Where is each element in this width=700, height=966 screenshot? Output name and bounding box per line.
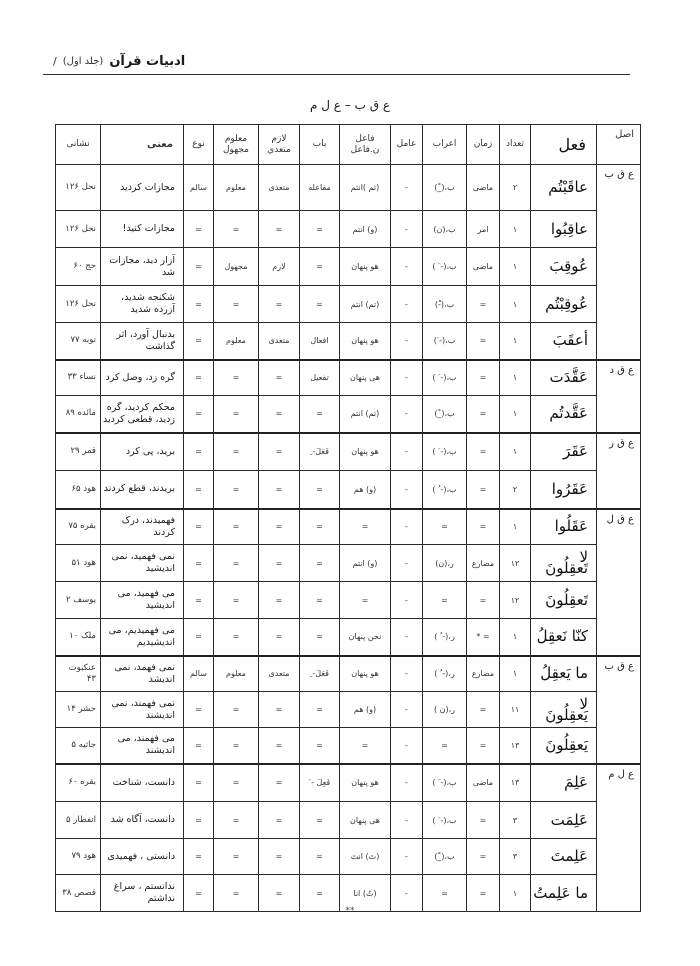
subject-cell: هو پنهان xyxy=(340,323,391,360)
transitivity-cell: = xyxy=(259,286,300,323)
voice-cell: معلوم xyxy=(214,165,259,211)
reference-cell: توبه ۷۷ xyxy=(56,323,101,360)
type-cell: = xyxy=(184,509,214,545)
amil-cell: - xyxy=(391,875,423,912)
table-row xyxy=(56,360,641,396)
tense-cell: = xyxy=(467,692,500,728)
voice-cell: = xyxy=(214,471,259,509)
reference-cell: یوسف ۲ xyxy=(56,582,101,619)
irab-cell: = xyxy=(423,582,467,619)
reference-cell: قصص ۳۸ xyxy=(56,875,101,912)
count-cell: ۱۱ xyxy=(500,692,531,728)
tense-cell: = xyxy=(467,286,500,323)
meaning-cell: بریدند، قطع کردند xyxy=(101,471,184,509)
voice-cell: = xyxy=(214,545,259,582)
verb-cell: عُوقِبَ xyxy=(531,248,597,286)
subject-cell: (تم) انتم xyxy=(340,286,391,323)
verb-cell: عَقَلُوا xyxy=(531,509,597,545)
reference-cell: هود ۵۱ xyxy=(56,545,101,582)
subject-cell: (و) انتم xyxy=(340,545,391,582)
tense-cell: = xyxy=(467,471,500,509)
meaning-cell: نمی فهمد، نمی اندیشد xyxy=(101,656,184,692)
header-separator: / xyxy=(53,54,57,68)
irab-cell: = xyxy=(423,728,467,764)
verb-cell: عاقَبْتُم xyxy=(531,165,597,211)
meaning-cell: مجازات کنید! xyxy=(101,211,184,248)
meaning-cell: می فهمند، می اندیشند xyxy=(101,728,184,764)
subject-cell: نحن پنهان xyxy=(340,619,391,656)
table-row xyxy=(56,323,641,360)
verb-cell: عَلِمَ xyxy=(531,764,597,802)
col-header-verb: فعل xyxy=(531,125,597,165)
bab-cell: فَعَلَ- ِ xyxy=(300,656,340,692)
transitivity-cell: = xyxy=(259,728,300,764)
reference-cell: نحل ۱۲۶ xyxy=(56,165,101,211)
subject-cell: هو پنهان xyxy=(340,656,391,692)
tense-cell: = xyxy=(467,728,500,764)
count-cell: ۳ xyxy=(500,802,531,839)
subject-cell: = xyxy=(340,509,391,545)
amil-cell: - xyxy=(391,656,423,692)
irab-cell: ب،(- َ ) xyxy=(423,248,467,286)
meaning-cell: نمی فهمید، نمی اندیشید xyxy=(101,545,184,582)
type-cell: = xyxy=(184,286,214,323)
voice-cell: = xyxy=(214,839,259,875)
reference-cell: حج ۶۰ xyxy=(56,248,101,286)
header-rule xyxy=(43,74,630,75)
meaning-cell: می فهمیدیم، می اندیشیدیم xyxy=(101,619,184,656)
table-row xyxy=(56,165,641,211)
col-header-root: اصل xyxy=(597,125,641,165)
table-row xyxy=(56,286,641,323)
verb-cell: عَلِمتَ xyxy=(531,839,597,875)
verb-cell: عَقَرَ xyxy=(531,433,597,471)
count-cell: ۱ xyxy=(500,360,531,396)
tense-cell: ماضی xyxy=(467,248,500,286)
bab-cell: = xyxy=(300,839,340,875)
amil-cell: - xyxy=(391,619,423,656)
bab-cell: = xyxy=(300,582,340,619)
irab-cell: ر،(ن) xyxy=(423,545,467,582)
bab-cell: = xyxy=(300,728,340,764)
type-cell: = xyxy=(184,360,214,396)
bab-cell: = xyxy=(300,248,340,286)
count-cell: ۱۲ xyxy=(500,582,531,619)
bab-cell: = xyxy=(300,802,340,839)
reference-cell: نساء ۳۳ xyxy=(56,360,101,396)
table-row xyxy=(56,692,641,728)
count-cell: ۱ xyxy=(500,656,531,692)
tense-cell: مضارع xyxy=(467,545,500,582)
tense-cell: امر xyxy=(467,211,500,248)
table-row xyxy=(56,211,641,248)
count-cell: ۱۳ xyxy=(500,728,531,764)
irab-cell: = xyxy=(423,875,467,912)
bab-cell: = xyxy=(300,211,340,248)
bab-cell: = xyxy=(300,471,340,509)
subject-cell: = xyxy=(340,582,391,619)
amil-cell: - xyxy=(391,764,423,802)
tense-cell: = xyxy=(467,396,500,433)
meaning-cell: برید، پی کرد xyxy=(101,433,184,471)
reference-cell: بقره ۶۰ xyxy=(56,764,101,802)
count-cell: ۱ xyxy=(500,286,531,323)
reference-cell: مائده ۸۹ xyxy=(56,396,101,433)
bab-cell: = xyxy=(300,619,340,656)
reference-cell: قمر ۲۹ xyxy=(56,433,101,471)
table-row xyxy=(56,656,641,692)
meaning-cell: دانستی ، فهمیدی xyxy=(101,839,184,875)
voice-cell: = xyxy=(214,764,259,802)
type-cell: = xyxy=(184,545,214,582)
subject-cell: هو پنهان xyxy=(340,248,391,286)
meaning-cell: فهمیدند، درک کردند xyxy=(101,509,184,545)
subject-cell: (و) انتم xyxy=(340,211,391,248)
root-cell: ع ل م xyxy=(597,764,641,912)
verb-cell: ما يَعقِلُ xyxy=(531,656,597,692)
irab-cell: ب،(- َ ) xyxy=(423,433,467,471)
tense-cell: = xyxy=(467,802,500,839)
reference-cell: انفطار ۵ xyxy=(56,802,101,839)
irab-cell: ب،(- َ ) xyxy=(423,360,467,396)
transitivity-cell: متعدی xyxy=(259,656,300,692)
transitivity-cell: = xyxy=(259,509,300,545)
irab-cell: ب،(_ْ) xyxy=(423,396,467,433)
verb-cell: عَقَرُوا xyxy=(531,471,597,509)
type-cell: سالم xyxy=(184,165,214,211)
col-header-subject: فاعل ن.فاعل xyxy=(340,125,391,165)
root-cell: ع ق د xyxy=(597,360,641,433)
verb-cell: أعقَبَ xyxy=(531,323,597,360)
table-title: ع ق ب – ع ل م xyxy=(310,98,390,112)
tense-cell: = xyxy=(467,582,500,619)
table-row xyxy=(56,545,641,582)
count-cell: ۱ xyxy=(500,433,531,471)
subject-cell: هی پنهان xyxy=(340,360,391,396)
reference-cell: نحل ۱۲۶ xyxy=(56,211,101,248)
subject-cell: (تم )انتم xyxy=(340,165,391,211)
voice-cell: معلوم xyxy=(214,656,259,692)
irab-cell: ب،(- َ ) xyxy=(423,802,467,839)
verb-cell: ما عَلِمتُ xyxy=(531,875,597,912)
meaning-cell: نمی فهمند، نمی اندیشند xyxy=(101,692,184,728)
tense-cell: ماضی xyxy=(467,165,500,211)
meaning-cell: محکم کردید، گره زدید، قطعی کردید xyxy=(101,396,184,433)
irab-cell: ب،(ن) xyxy=(423,211,467,248)
voice-cell: = xyxy=(214,360,259,396)
bab-cell: = xyxy=(300,875,340,912)
irab-cell: = xyxy=(423,509,467,545)
meaning-cell: می فهمید، می اندیشید xyxy=(101,582,184,619)
root-cell: ع ق ر xyxy=(597,433,641,509)
voice-cell: = xyxy=(214,286,259,323)
count-cell: ۱۲ xyxy=(500,545,531,582)
voice-cell: = xyxy=(214,802,259,839)
bab-cell: فَعِلَ - َ xyxy=(300,764,340,802)
type-cell: سالم xyxy=(184,656,214,692)
amil-cell: - xyxy=(391,323,423,360)
count-cell: ۱ xyxy=(500,619,531,656)
tense-cell: = xyxy=(467,323,500,360)
count-cell: ۱ xyxy=(500,396,531,433)
meaning-cell: دانست، شناخت xyxy=(101,764,184,802)
count-cell: ۱ xyxy=(500,509,531,545)
reference-cell: جاثیه ۵ xyxy=(56,728,101,764)
subject-cell: (تَ) انتَ xyxy=(340,839,391,875)
count-cell: ۱ xyxy=(500,875,531,912)
voice-cell: = xyxy=(214,875,259,912)
transitivity-cell: = xyxy=(259,582,300,619)
reference-cell: بقره ۷۵ xyxy=(56,509,101,545)
col-header-type: نوع xyxy=(184,125,214,165)
type-cell: = xyxy=(184,764,214,802)
count-cell: ۳ xyxy=(500,839,531,875)
book-title: ادبیات قرآن xyxy=(109,53,186,69)
meaning-cell: مجازات کردید xyxy=(101,165,184,211)
bab-cell: = xyxy=(300,509,340,545)
verb-cell: تَعقِلُونَ xyxy=(531,582,597,619)
reference-cell: هود ۶۵ xyxy=(56,471,101,509)
transitivity-cell: = xyxy=(259,545,300,582)
col-header-bab: باب xyxy=(300,125,340,165)
col-header-amil: عامل xyxy=(391,125,423,165)
transitivity-cell: لازم xyxy=(259,248,300,286)
bab-cell: = xyxy=(300,396,340,433)
table-row xyxy=(56,433,641,471)
col-header-reference: نشانی xyxy=(56,125,101,165)
meaning-cell: شکنجه شدید، آزرده شدید xyxy=(101,286,184,323)
table-row xyxy=(56,802,641,839)
bab-cell: = xyxy=(300,692,340,728)
transitivity-cell: = xyxy=(259,692,300,728)
bab-cell: افعال xyxy=(300,323,340,360)
meaning-cell: دانست، آگاه شد xyxy=(101,802,184,839)
amil-cell: - xyxy=(391,433,423,471)
bab-cell: = xyxy=(300,286,340,323)
irab-cell: ب،(- ُ ) xyxy=(423,471,467,509)
subject-cell: (تُ) انا xyxy=(340,875,391,912)
table-row xyxy=(56,471,641,509)
verb-cell: عاقِبُوا xyxy=(531,211,597,248)
type-cell: = xyxy=(184,582,214,619)
root-cell: ع ق ب xyxy=(597,165,641,360)
transitivity-cell: = xyxy=(259,471,300,509)
amil-cell: - xyxy=(391,211,423,248)
col-header-irab: اعراب xyxy=(423,125,467,165)
irab-cell: ر،(- ُ ) xyxy=(423,619,467,656)
subject-cell: هو پنهان xyxy=(340,433,391,471)
subject-cell: (و) هم xyxy=(340,471,391,509)
count-cell: ۲ xyxy=(500,165,531,211)
irab-cell: ب،(- َ ) xyxy=(423,764,467,802)
volume-label: (جلد اول) xyxy=(62,55,104,67)
reference-cell: عنکبوت ۴۳ xyxy=(56,656,101,692)
type-cell: = xyxy=(184,248,214,286)
transitivity-cell: = xyxy=(259,802,300,839)
reference-cell: هود ۷۹ xyxy=(56,839,101,875)
subject-cell: (تم) انتم xyxy=(340,396,391,433)
verb-cell: عُوقِبْتُم xyxy=(531,286,597,323)
voice-cell: = xyxy=(214,692,259,728)
type-cell: = xyxy=(184,875,214,912)
amil-cell: - xyxy=(391,839,423,875)
verb-cell: عَقَّدَت xyxy=(531,360,597,396)
verb-cell: لا يَعقِلُونَ xyxy=(531,692,597,728)
table-row xyxy=(56,509,641,545)
verb-table xyxy=(55,124,641,912)
count-cell: ۲ xyxy=(500,471,531,509)
col-header-transitivity: لازم متعدي xyxy=(259,125,300,165)
transitivity-cell: = xyxy=(259,433,300,471)
transitivity-cell: متعدی xyxy=(259,323,300,360)
verb-cell: عَقَّدتُم xyxy=(531,396,597,433)
count-cell: ۱ xyxy=(500,323,531,360)
tense-cell: مضارع xyxy=(467,656,500,692)
bab-cell: فَعَلَ- ِ xyxy=(300,433,340,471)
meaning-cell: ندانستم ، سراغ نداشتم xyxy=(101,875,184,912)
amil-cell: - xyxy=(391,165,423,211)
footer-mark: ** xyxy=(345,906,355,916)
type-cell: = xyxy=(184,728,214,764)
col-header-meaning: معنی xyxy=(101,125,184,165)
tense-cell: ماضی xyxy=(467,764,500,802)
voice-cell: = xyxy=(214,509,259,545)
voice-cell: = xyxy=(214,396,259,433)
transitivity-cell: = xyxy=(259,875,300,912)
verb-cell: کنّا نَعقِلُ xyxy=(531,619,597,656)
meaning-cell: گره زد، وصل کرد xyxy=(101,360,184,396)
type-cell: = xyxy=(184,619,214,656)
amil-cell: - xyxy=(391,728,423,764)
bab-cell: = xyxy=(300,545,340,582)
tense-cell: = xyxy=(467,360,500,396)
transitivity-cell: = xyxy=(259,619,300,656)
table-row xyxy=(56,619,641,656)
amil-cell: - xyxy=(391,286,423,323)
subject-cell: = xyxy=(340,728,391,764)
count-cell: ۱ xyxy=(500,248,531,286)
amil-cell: - xyxy=(391,396,423,433)
irab-cell: ب،(_ْ) xyxy=(423,839,467,875)
col-header-count: تعداد xyxy=(500,125,531,165)
verb-cell: يَعقِلُونَ xyxy=(531,728,597,764)
voice-cell: مجهول xyxy=(214,248,259,286)
transitivity-cell: = xyxy=(259,211,300,248)
verb-cell: لا تَعقِلُونَ xyxy=(531,545,597,582)
irab-cell: ب،(-ْ) xyxy=(423,286,467,323)
amil-cell: - xyxy=(391,509,423,545)
transitivity-cell: = xyxy=(259,764,300,802)
meaning-cell: آزار دید، مجازات شد xyxy=(101,248,184,286)
irab-cell: ر،(- ُ ) xyxy=(423,656,467,692)
amil-cell: - xyxy=(391,582,423,619)
amil-cell: - xyxy=(391,545,423,582)
voice-cell: = xyxy=(214,433,259,471)
transitivity-cell: = xyxy=(259,360,300,396)
table-row xyxy=(56,582,641,619)
table-row xyxy=(56,764,641,802)
table-row xyxy=(56,396,641,433)
amil-cell: - xyxy=(391,692,423,728)
transitivity-cell: = xyxy=(259,839,300,875)
count-cell: ۱ xyxy=(500,211,531,248)
voice-cell: = xyxy=(214,211,259,248)
col-header-voice: معلوم مجهول xyxy=(214,125,259,165)
tense-cell: = xyxy=(467,509,500,545)
root-cell: ع ق ب xyxy=(597,656,641,764)
meaning-cell: بدنبال آورد، اثر گذاشت xyxy=(101,323,184,360)
amil-cell: - xyxy=(391,248,423,286)
amil-cell: - xyxy=(391,360,423,396)
verb-cell: عَلِمَت xyxy=(531,802,597,839)
subject-cell: (و) هم xyxy=(340,692,391,728)
type-cell: = xyxy=(184,692,214,728)
root-cell: ع ق ل xyxy=(597,509,641,656)
table-row xyxy=(56,839,641,875)
amil-cell: - xyxy=(391,471,423,509)
bab-cell: تفعیل xyxy=(300,360,340,396)
page-header xyxy=(53,50,630,72)
type-cell: = xyxy=(184,802,214,839)
type-cell: = xyxy=(184,433,214,471)
tense-cell: = xyxy=(467,875,500,912)
transitivity-cell: = xyxy=(259,396,300,433)
type-cell: = xyxy=(184,839,214,875)
table-row xyxy=(56,728,641,764)
reference-cell: ملک ۱۰ xyxy=(56,619,101,656)
irab-cell: ب،(- َ) xyxy=(423,323,467,360)
count-cell: ۱۳ xyxy=(500,764,531,802)
type-cell: = xyxy=(184,211,214,248)
subject-cell: هو پنهان xyxy=(340,764,391,802)
irab-cell: ب،(_ْ) xyxy=(423,165,467,211)
type-cell: = xyxy=(184,323,214,360)
type-cell: = xyxy=(184,396,214,433)
voice-cell: معلوم xyxy=(214,323,259,360)
irab-cell: ر،(ن ) xyxy=(423,692,467,728)
bab-cell: مفاعله xyxy=(300,165,340,211)
transitivity-cell: متعدی xyxy=(259,165,300,211)
reference-cell: حشر ۱۴ xyxy=(56,692,101,728)
voice-cell: = xyxy=(214,728,259,764)
table-header-row xyxy=(56,125,641,165)
tense-cell: = * xyxy=(467,619,500,656)
table-body xyxy=(56,165,641,912)
amil-cell: - xyxy=(391,802,423,839)
voice-cell: = xyxy=(214,619,259,656)
subject-cell: هی پنهان xyxy=(340,802,391,839)
tense-cell: = xyxy=(467,433,500,471)
voice-cell: = xyxy=(214,582,259,619)
tense-cell: = xyxy=(467,839,500,875)
type-cell: = xyxy=(184,471,214,509)
table-row xyxy=(56,248,641,286)
col-header-tense: زمان xyxy=(467,125,500,165)
reference-cell: نحل ۱۲۶ xyxy=(56,286,101,323)
